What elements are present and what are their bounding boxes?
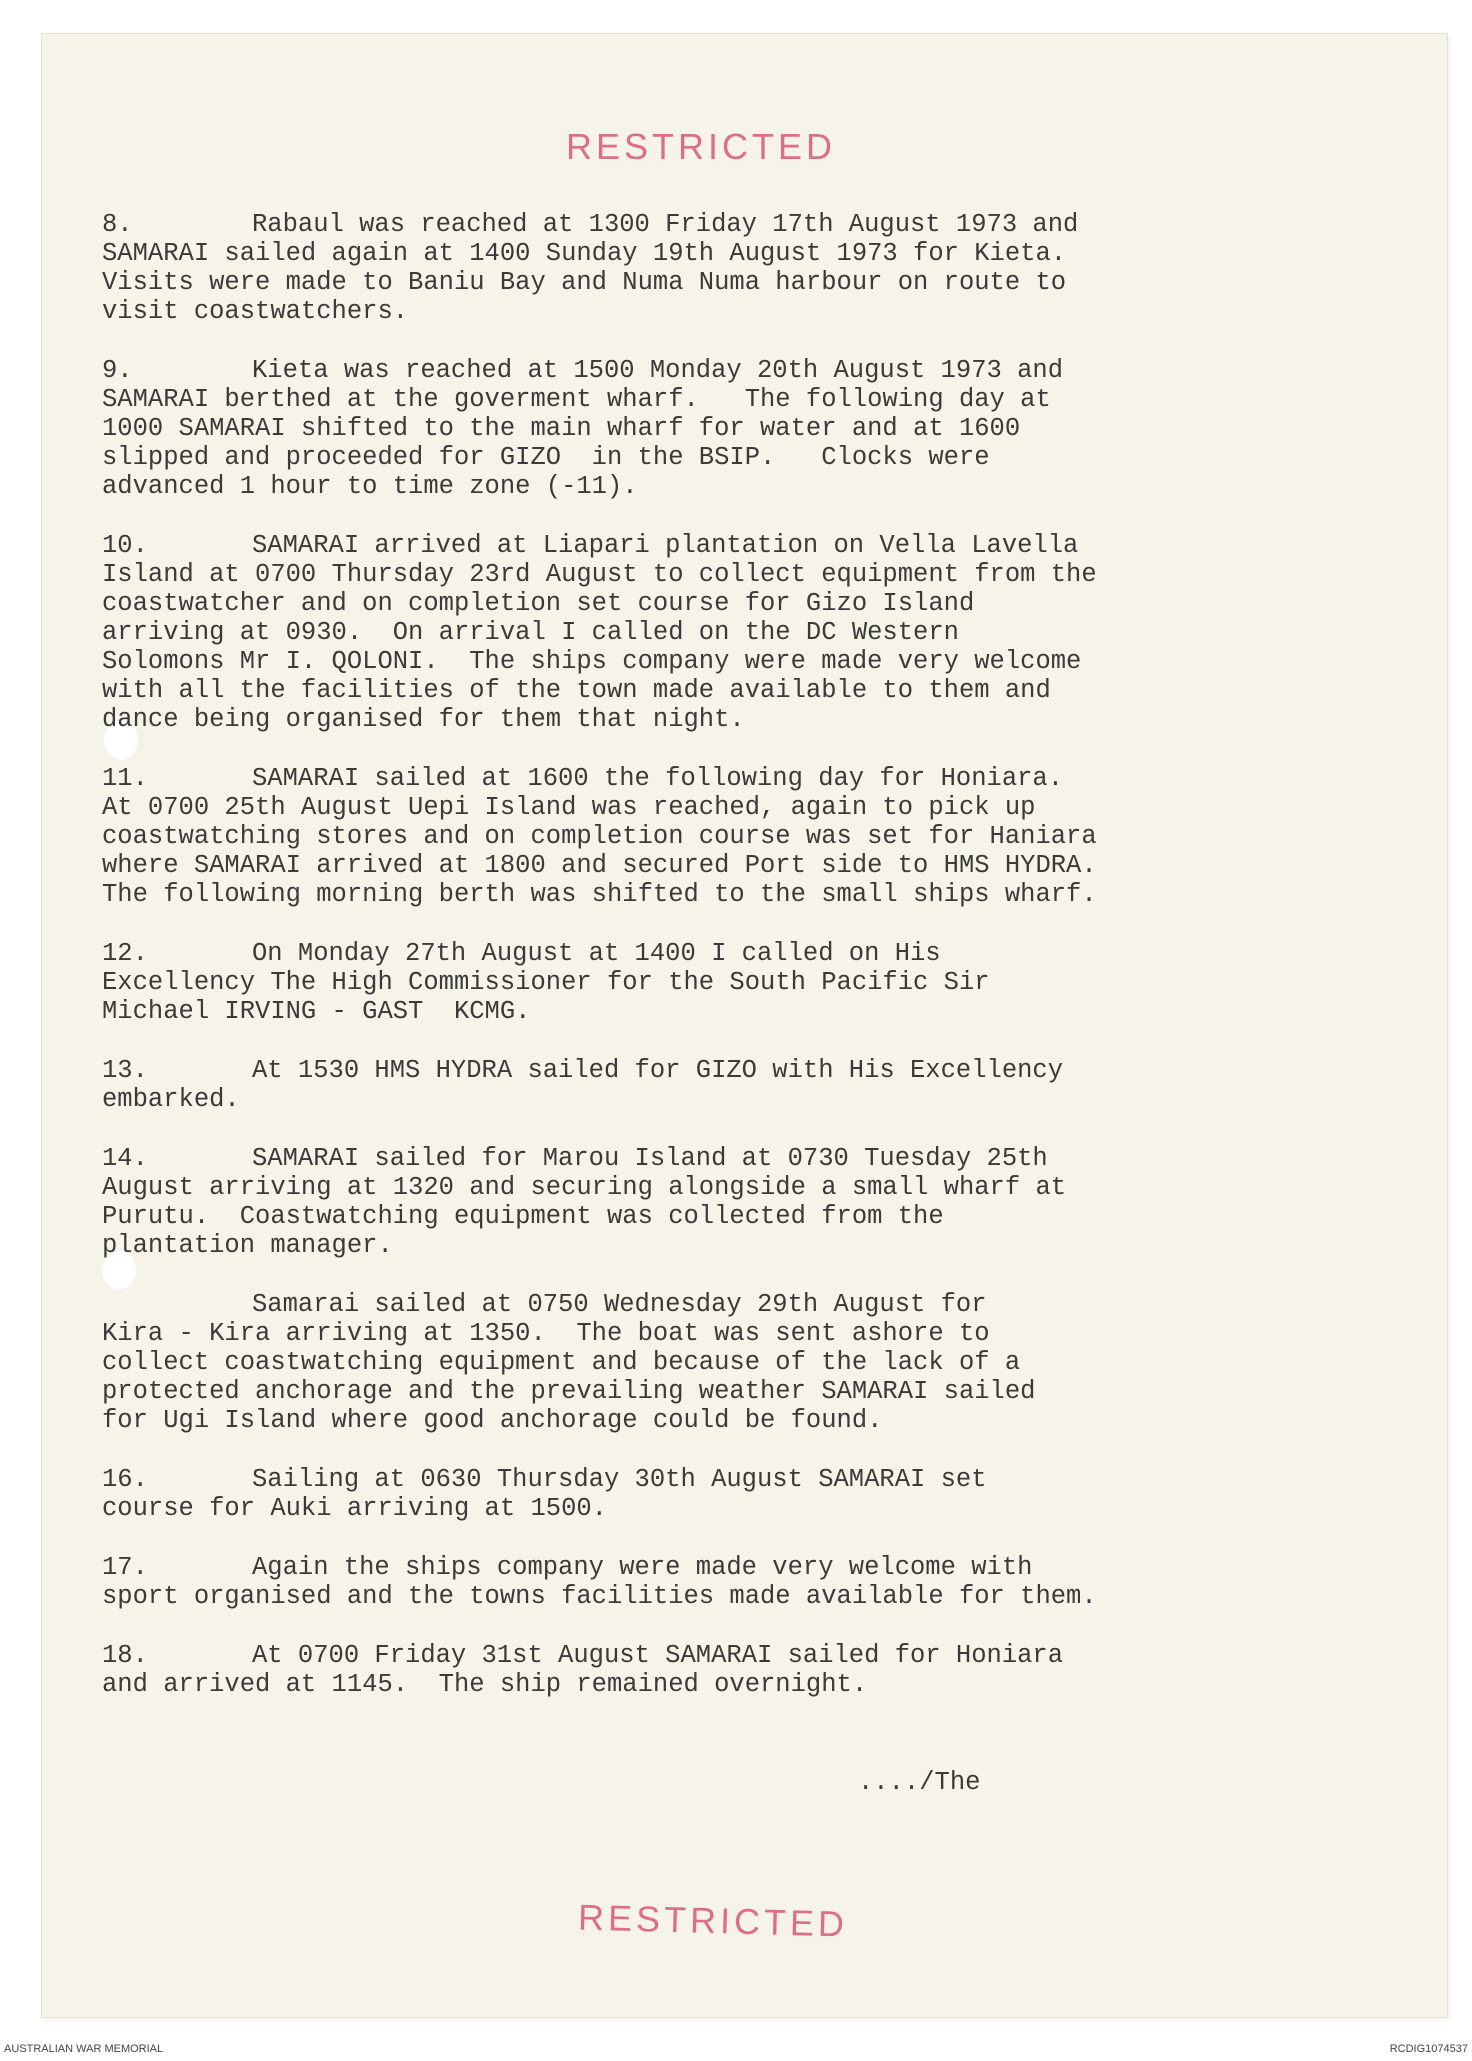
- paragraph: [102, 1290, 1242, 1435]
- paragraph-text: Sailing at 0630 Thursday 30th August SAMARAI set course for Auki arriving at 1500.: [102, 1465, 987, 1523]
- archive-credit: AUSTRALIAN WAR MEMORIAL: [4, 2043, 164, 2055]
- restricted-stamp-top: RESTRICTED: [566, 126, 837, 167]
- paragraph-number: 14.: [102, 1144, 148, 1173]
- paragraph-text: Kieta was reached at 1500 Monday 20th August 1973 and SAMARAI berthed at the goverment wharf. The following day at 1000 SAMARAI shifted to the main wharf for water and at 1600 slipped and proceeded for GIZO in the BSIP. Clocks were advanced 1 hour to time zone (-11).: [102, 356, 1064, 501]
- paragraph-text: Rabaul was reached at 1300 Friday 17th August 1973 and SAMARAI sailed again at 1400 Sunday 19th August 1973 for Kieta. Visits were made to Baniu Bay and Numa Numa harbour on route to visit coastwatchers.: [102, 210, 1079, 326]
- restricted-stamp-bottom: RESTRICTED: [577, 1896, 849, 1945]
- paragraph-text: SAMARAI sailed at 1600 the following day for Honiara. At 0700 25th August Uepi Island was reached, again to pick up coastwatching stores and on completion course was set for Haniara where SAMARAI arrived at 1800 and secured Port side to HMS HYDRA. The following morning berth was shifted to the small ships wharf.: [102, 764, 1097, 909]
- paragraph-text: SAMARAI arrived at Liapari plantation on Vella Lavella Island at 0700 Thursday 23rd August to collect equipment from the coastwatcher and on completion set course for Gizo Island arriving at 0930. On arrival I called on the DC Western Solomons Mr I. QOLONI. The ships company were made very welcome with all the facilities of the town made available to them and dance being organised for them that night.: [102, 531, 1097, 734]
- paragraph: [102, 939, 1242, 1026]
- paragraph-number: 17.: [102, 1553, 148, 1582]
- paragraph-text: On Monday 27th August at 1400 I called on His Excellency The High Commissioner for the South Pacific Sir Michael IRVING - GAST KCMG.: [102, 939, 990, 1026]
- paragraph: [102, 1465, 1242, 1523]
- paragraph-text: SAMARAI sailed for Marou Island at 0730 Tuesday 25th August arriving at 1320 and securing alongside a small wharf at Purutu. Coastwatching equipment was collected from the plantation manager.: [102, 1144, 1067, 1260]
- paragraph-number: 10.: [102, 531, 148, 560]
- continuation-marker: ..../The: [858, 1768, 981, 1797]
- paragraph: [102, 1144, 1242, 1260]
- report-body: [102, 210, 1242, 1729]
- archive-reference: RCDIG1074537: [1389, 2043, 1468, 2055]
- paragraph: [102, 764, 1242, 909]
- paragraph-number: 18.: [102, 1641, 148, 1670]
- paragraph-number: 13.: [102, 1056, 148, 1085]
- paragraph: [102, 1641, 1242, 1699]
- paragraph-number: 8.: [102, 210, 133, 239]
- paragraph-text: Samarai sailed at 0750 Wednesday 29th August for Kira - Kira arriving at 1350. The boat was sent ashore to collect coastwatching equipment and because of the lack of a protected anchorage and the prevailing weather SAMARAI sailed for Ugi Island where good anchorage could be found.: [102, 1290, 1036, 1435]
- paragraph-text: At 0700 Friday 31st August SAMARAI sailed for Honiara and arrived at 1145. The ship remained overnight.: [102, 1641, 1064, 1699]
- paragraph-number: 16.: [102, 1465, 148, 1494]
- paragraph-text: At 1530 HMS HYDRA sailed for GIZO with His Excellency embarked.: [102, 1056, 1064, 1114]
- paragraph: [102, 210, 1242, 326]
- paragraph-text: Again the ships company were made very welcome with sport organised and the towns facilities made available for them.: [102, 1553, 1097, 1611]
- paragraph-number: 11.: [102, 764, 148, 793]
- paragraph-number: 12.: [102, 939, 148, 968]
- paragraph-number: 9.: [102, 356, 133, 385]
- paragraph: [102, 531, 1242, 734]
- paragraph: [102, 1553, 1242, 1611]
- paragraph: [102, 1056, 1242, 1114]
- paragraph: [102, 356, 1242, 501]
